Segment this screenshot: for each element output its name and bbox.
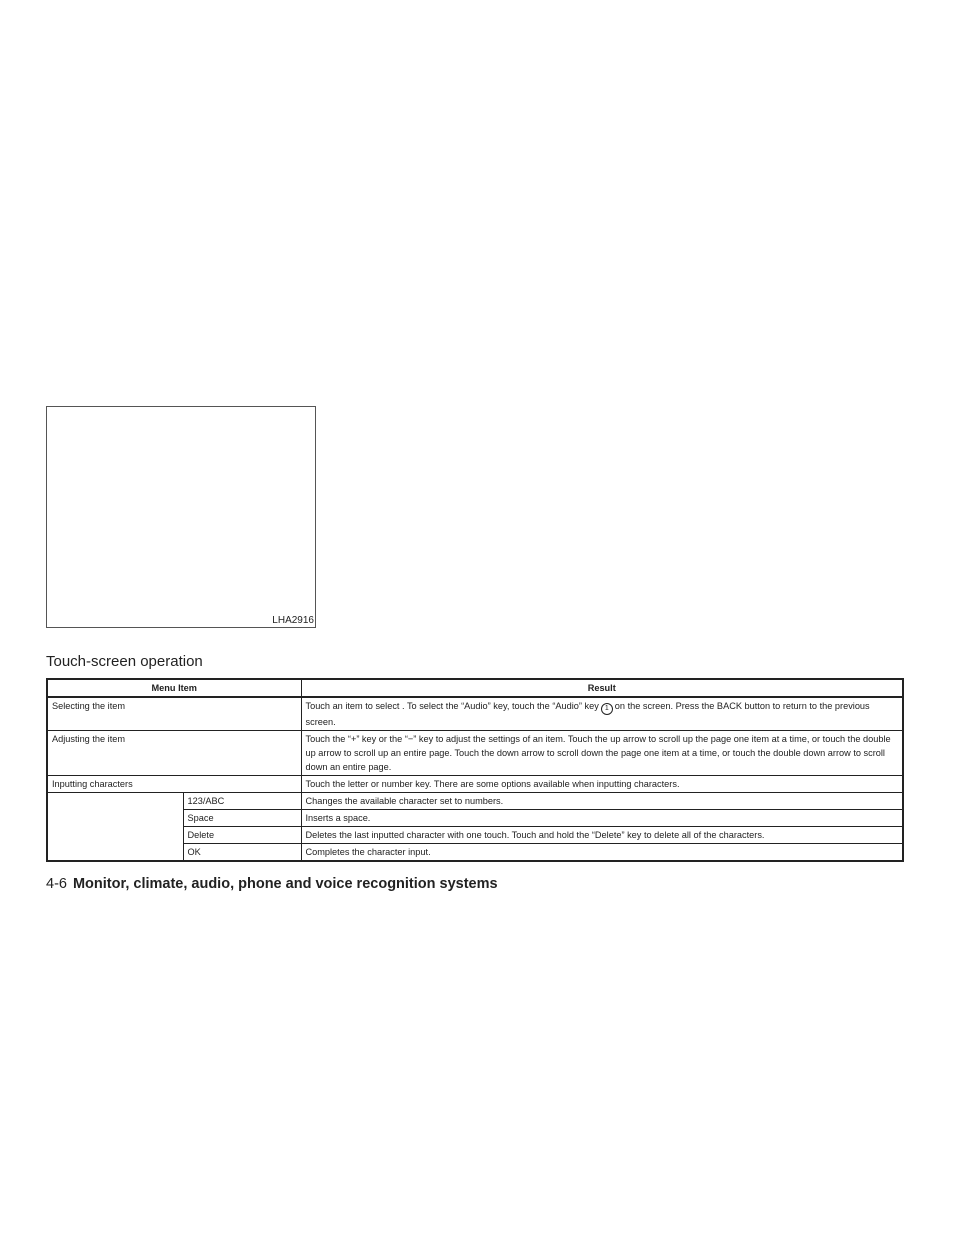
result-text: on the screen. Press the BACK button to return to the previous screen.: [305, 701, 870, 727]
section-title: Touch-screen operation: [46, 653, 203, 670]
callout-number: 1: [601, 703, 613, 715]
result-cell: Inserts a space.: [301, 810, 903, 827]
touch-screen-operation-table: [46, 678, 904, 862]
sub-item-cell: 123/ABC: [183, 793, 301, 810]
table-row: [47, 731, 903, 776]
menu-item-cell: Adjusting the item: [47, 731, 301, 776]
table-row: [47, 697, 903, 731]
result-cell: Changes the available character set to numbers.: [301, 793, 903, 810]
column-header-menu-item: Menu Item: [47, 679, 301, 697]
chapter-title: Monitor, climate, audio, phone and voice recognition systems: [72, 876, 498, 892]
result-cell: [301, 697, 903, 731]
page-footer: [46, 876, 498, 892]
figure-frame: [46, 406, 316, 628]
table-sub-row: [47, 793, 903, 810]
table-header-row: [47, 679, 903, 697]
menu-item-cell: Selecting the item: [47, 697, 301, 731]
table-row: [47, 776, 903, 793]
blank-indent-cell: [47, 793, 183, 862]
figure-label: LHA2916: [272, 615, 314, 626]
menu-item-cell: Inputting characters: [47, 776, 301, 793]
sub-item-cell: Space: [183, 810, 301, 827]
page-number: 4-6: [46, 876, 67, 892]
sub-item-cell: OK: [183, 844, 301, 862]
column-header-result: Result: [301, 679, 903, 697]
result-cell: Touch the letter or number key. There are some options available when inputting characters.: [301, 776, 903, 793]
result-cell: Completes the character input.: [301, 844, 903, 862]
result-cell: Deletes the last inputted character with one touch. Touch and hold the “Delete” key to delete all of the characters.: [301, 827, 903, 844]
result-cell: Touch the “+” key or the “−” key to adjust the settings of an item. Touch the up arrow to scroll up the page one item at a time, or touch the double up arrow to scroll up an entire page. Touch the down arrow to scroll down the page one item at a time, or touch the double down arrow to scroll down an entire page.: [301, 731, 903, 776]
result-text: Touch an item to select . To select the “Audio” key, touch the “Audio” key: [305, 701, 599, 711]
sub-item-cell: Delete: [183, 827, 301, 844]
